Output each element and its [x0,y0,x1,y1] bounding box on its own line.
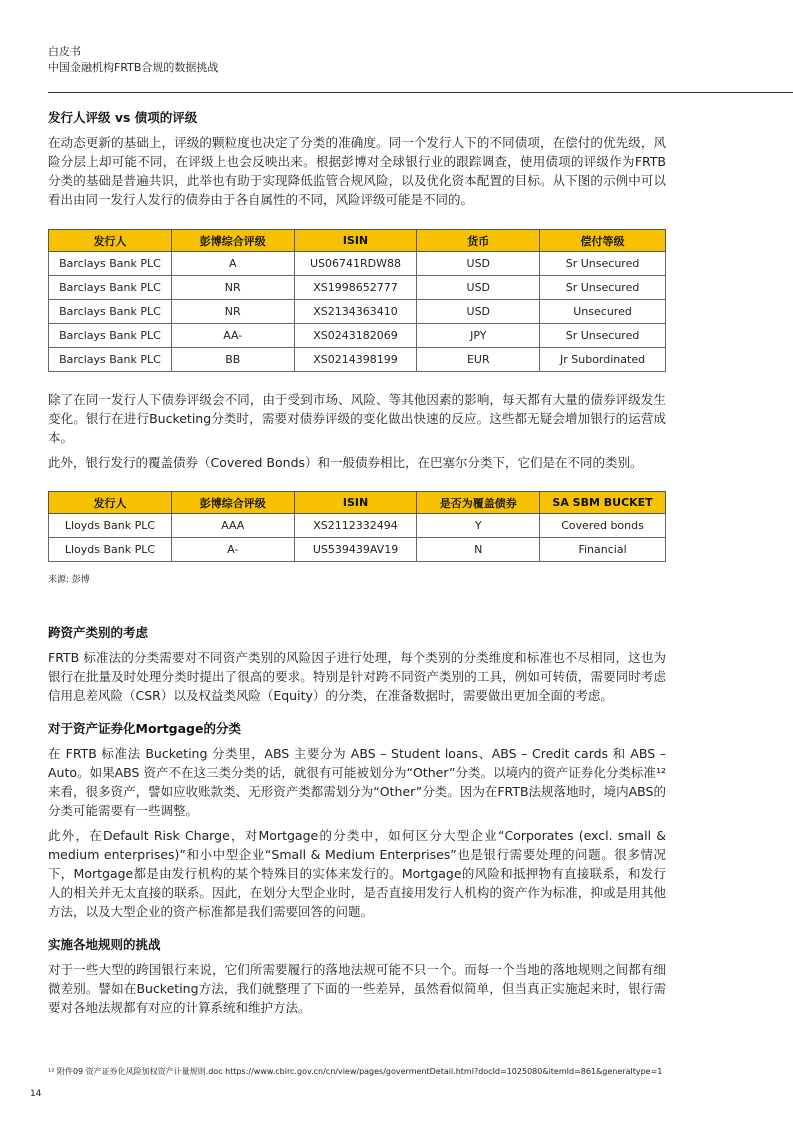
table-header-cell: ISIN [294,492,417,514]
table-row [49,514,666,538]
table-cell: USD [417,252,540,276]
table-cell: USD [417,300,540,324]
table-header-cell: SA SBM BUCKET [540,492,666,514]
table-cell: XS0243182069 [294,324,417,348]
section-local-rules-paragraph: 对于一些大型的跨国银行来说，它们所需要履行的落地法规可能不只一个。而每一个当地的落地规则之间都有细微差别。譬如在Bucketing方法，我们就整理了下面的一些差异，虽然看似简单，但当真正实施起来时，银行需要对各地法规都有对应的计算系统和维护方法。 [48,962,666,1015]
table-cell: Sr Unsecured [540,324,666,348]
table-cell: NR [171,300,294,324]
footnote: ¹² 附件09 资产证券化风险加权资产计量规则.doc https://www.cbirc.gov.cn/cn/view/pages/govermentDetail.html?docId=1025080&itemId=861&generaltype=1 [48,1067,663,1076]
table-header-cell: 彭博综合评级 [171,230,294,252]
page-header [48,44,218,76]
covered-bond-table [48,491,666,562]
section-issuer-vs-issue-rating-title: 发行人评级 vs 债项的评级 [48,110,198,125]
table-cell: Barclays Bank PLC [49,252,172,276]
table-row [49,324,666,348]
table-row [49,538,666,562]
table-cell: Barclays Bank PLC [49,324,172,348]
table-cell: Lloyds Bank PLC [49,538,172,562]
table-header-cell: ISIN [294,230,417,252]
header-divider [48,92,793,93]
table-cell: Jr Subordinated [540,348,666,372]
table-cell: Sr Unsecured [540,276,666,300]
table-cell: Covered bonds [540,514,666,538]
table-cell: BB [171,348,294,372]
section-issuer-vs-issue-rating-para1: 在动态更新的基础上，评级的颗粒度也决定了分类的准确度。同一个发行人下的不同债项，在偿付的优先级，风险分层上却可能不同，在评级上也会反映出来。根据彭博对全球银行业的跟踪调查，使用债项的评级作为FRTB分类的基础是普遍共识，此举也有助于实现降低监管合规风险，以及优化资本配置的目标。从下图的示例中可以看出由同一发行人发行的债券由于各自属性的不同，风险评级可能是不同的。 [48,135,666,207]
table-cell: EUR [417,348,540,372]
section-cross-asset-paragraph: FRTB 标准法的分类需要对不同资产类别的风险因子进行处理，每个类别的分类维度和标准也不尽相同，这也为银行在批量及时处理分类时提出了很高的要求。特别是针对跨不同资产类别的工具，例如可转债，需要同时考虑信用息差风险（CSR）以及权益类风险（Equity）的分类，在准备数据时，需要做出更加全面的考虑。 [48,650,666,703]
table-cell: US539439AV19 [294,538,417,562]
table-cell: USD [417,276,540,300]
table-cell: A [171,252,294,276]
table-cell: XS1998652777 [294,276,417,300]
covered-bonds-paragraph: 此外，银行发行的覆盖债券（Covered Bonds）和一般债券相比，在巴塞尔分类下，它们是在不同的类别。 [48,455,643,470]
table-header-cell: 货币 [417,230,540,252]
section-cross-asset-title: 跨资产类别的考虑 [48,625,149,640]
rating-table-header-row [49,230,666,252]
table-cell: Barclays Bank PLC [49,276,172,300]
page-number: 14 [30,1089,42,1099]
rating-change-paragraph: 除了在同一发行人下债券评级会不同，由于受到市场、风险、等其他因素的影响，每天都有大量的债券评级发生变化。银行在进行Bucketing分类时，需要对债券评级的变化做出快速的反应。这些都无疑会增加银行的运营成本。 [48,392,666,445]
rating-table [48,229,666,372]
table-header-cell: 是否为覆盖债券 [417,492,540,514]
table-cell: Barclays Bank PLC [49,300,172,324]
table-cell: Sr Unsecured [540,252,666,276]
section-mortgage-title: 对于资产证券化Mortgage的分类 [48,721,241,736]
table-cell: US06741RDW88 [294,252,417,276]
table-cell: A- [171,538,294,562]
table-header-cell: 发行人 [49,230,172,252]
table-row [49,300,666,324]
table-cell: AAA [171,514,294,538]
table-row [49,276,666,300]
section-mortgage-para1: 在 FRTB 标准法 Bucketing 分类里，ABS 主要分为 ABS – Student loans、ABS – Credit cards 和 ABS – Auto。如果ABS 资产不在这三类分类的话，就很有可能被划分为“Other”分类。以境内的资产证券化分类标准¹² 来看，很多资产，譬如应收账款类、无形资产类都需划分为“Other”分类。因为在FRTB法规落地时，境内ABS的分类可能需要有一些调整。 [48,746,666,818]
table-header-cell: 偿付等级 [540,230,666,252]
table-cell: Unsecured [540,300,666,324]
section-local-rules-title: 实施各地规则的挑战 [48,937,161,952]
header-doc-title: 中国金融机构FRTB合规的数据挑战 [48,61,219,74]
table-cell: NR [171,276,294,300]
table-cell: Lloyds Bank PLC [49,514,172,538]
header-doc-type: 白皮书 [48,45,81,58]
table-cell: Financial [540,538,666,562]
table-cell: XS0214398199 [294,348,417,372]
table-header-cell: 彭博综合评级 [171,492,294,514]
table-cell: Barclays Bank PLC [49,348,172,372]
covered-bond-table-header-row [49,492,666,514]
table-cell: AA- [171,324,294,348]
section-mortgage-para2: 此外，在Default Risk Charge，对Mortgage的分类中，如何区分大型企业“Corporates (excl. small & medium enterprises)”和小中型企业“Small & Medium Enterprises”也是银行需要处理的问题。很多情况下，Mortgage都是由发行机构的某个特殊目的实体来发行的。Mortgage的风险和抵押物有直接联系，和发行人的相关并无太直接的联系。因此，在划分大型企业时，是否直接用发行人机构的资产作为标准，抑或是用其他方法，以及大型企业的资产标准都是我们需要回答的问题。 [48,828,666,919]
table-cell: XS2112332494 [294,514,417,538]
table-row [49,348,666,372]
table-row [49,252,666,276]
table-cell: XS2134363410 [294,300,417,324]
table-cell: N [417,538,540,562]
main-content [48,108,666,1017]
table-cell: Y [417,514,540,538]
table-header-cell: 发行人 [49,492,172,514]
table-cell: JPY [417,324,540,348]
table-source-note: 来源: 彭博 [48,575,90,585]
